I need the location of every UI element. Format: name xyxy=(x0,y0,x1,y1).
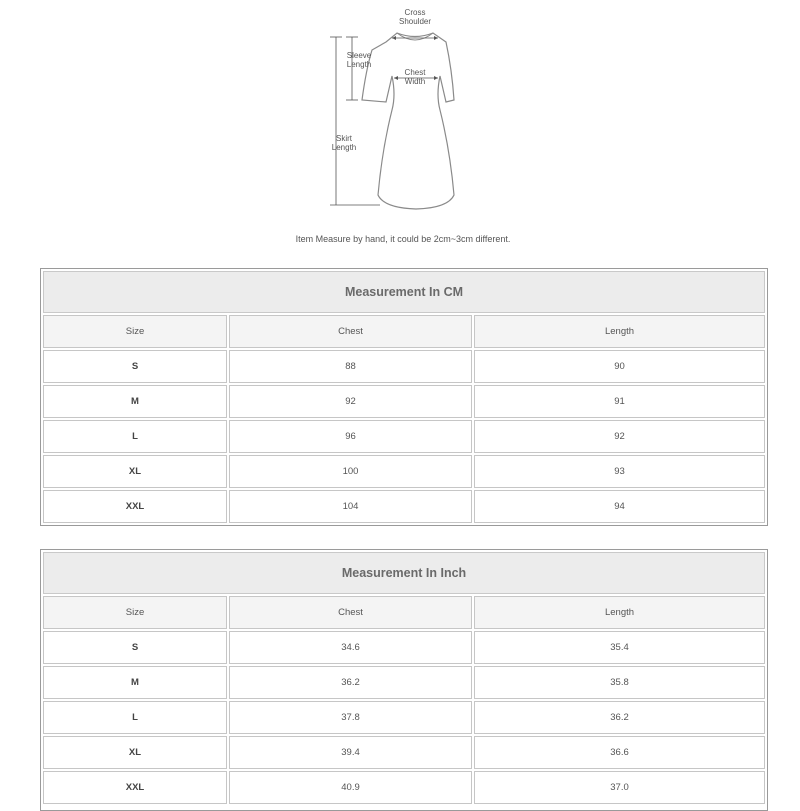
table-row xyxy=(43,385,765,418)
header-length: Length xyxy=(474,315,765,348)
table-row xyxy=(43,350,765,383)
header-size: Size xyxy=(43,596,227,629)
size-cell: S xyxy=(43,631,227,664)
size-cell: M xyxy=(43,666,227,699)
table-title: Measurement In Inch xyxy=(43,552,765,594)
size-cell: L xyxy=(43,701,227,734)
chest-cell: 96 xyxy=(229,420,472,453)
chest-cell: 39.4 xyxy=(229,736,472,769)
table-header-row xyxy=(43,596,765,629)
size-cell: XL xyxy=(43,736,227,769)
cross-shoulder-label: Cross Shoulder xyxy=(398,8,432,26)
length-cell: 35.8 xyxy=(474,666,765,699)
chest-cell: 40.9 xyxy=(229,771,472,804)
length-cell: 36.6 xyxy=(474,736,765,769)
header-chest: Chest xyxy=(229,596,472,629)
table-row xyxy=(43,736,765,769)
table-row xyxy=(43,490,765,523)
chest-cell: 92 xyxy=(229,385,472,418)
table-header-row xyxy=(43,315,765,348)
length-cell: 92 xyxy=(474,420,765,453)
chest-cell: 88 xyxy=(229,350,472,383)
chest-cell: 36.2 xyxy=(229,666,472,699)
chest-cell: 34.6 xyxy=(229,631,472,664)
length-cell: 91 xyxy=(474,385,765,418)
chest-width-label: Chest Width xyxy=(404,68,426,86)
size-cell: M xyxy=(43,385,227,418)
size-cell: L xyxy=(43,420,227,453)
chest-cell: 100 xyxy=(229,455,472,488)
length-cell: 36.2 xyxy=(474,701,765,734)
size-cell: S xyxy=(43,350,227,383)
length-cell: 93 xyxy=(474,455,765,488)
sleeve-length-label: Sleeve Length xyxy=(346,51,372,69)
dress-measurement-diagram xyxy=(0,0,800,225)
length-cell: 94 xyxy=(474,490,765,523)
table-row xyxy=(43,771,765,804)
size-cell: XL xyxy=(43,455,227,488)
size-table-inch xyxy=(40,549,768,811)
size-cell: XXL xyxy=(43,771,227,804)
skirt-length-label: Skirt Length xyxy=(331,134,357,152)
dress-outline-illustration xyxy=(0,0,800,225)
size-cell: XXL xyxy=(43,490,227,523)
chest-cell: 37.8 xyxy=(229,701,472,734)
table-row xyxy=(43,455,765,488)
measurement-note: Item Measure by hand, it could be 2cm~3cm different. xyxy=(295,234,511,244)
header-size: Size xyxy=(43,315,227,348)
length-cell: 37.0 xyxy=(474,771,765,804)
size-table-cm xyxy=(40,268,768,526)
length-cell: 35.4 xyxy=(474,631,765,664)
header-length: Length xyxy=(474,596,765,629)
table-row xyxy=(43,420,765,453)
length-cell: 90 xyxy=(474,350,765,383)
table-row xyxy=(43,701,765,734)
table-title: Measurement In CM xyxy=(43,271,765,313)
chest-cell: 104 xyxy=(229,490,472,523)
table-row xyxy=(43,666,765,699)
header-chest: Chest xyxy=(229,315,472,348)
table-row xyxy=(43,631,765,664)
